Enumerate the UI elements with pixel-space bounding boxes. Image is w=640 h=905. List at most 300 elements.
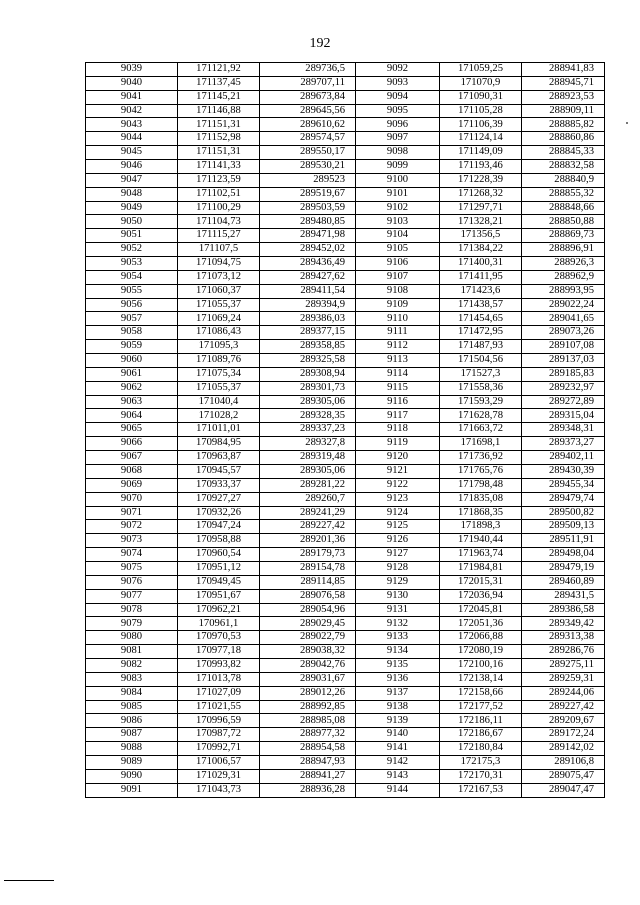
x-coordinate-cell: 171297,71	[440, 201, 522, 215]
point-number-cell: 9089	[86, 755, 178, 769]
point-number-cell: 9137	[356, 686, 440, 700]
x-coordinate-cell: 171835,08	[440, 492, 522, 506]
point-number-cell: 9045	[86, 146, 178, 160]
point-number-cell: 9054	[86, 270, 178, 284]
x-coordinate-cell: 171060,37	[178, 284, 260, 298]
y-coordinate-cell: 288845,33	[522, 146, 605, 160]
y-coordinate-cell: 288869,73	[522, 229, 605, 243]
table-row	[86, 118, 605, 132]
x-coordinate-cell: 171472,95	[440, 326, 522, 340]
point-number-cell: 9128	[356, 561, 440, 575]
y-coordinate-cell: 289325,58	[260, 354, 356, 368]
table-row	[86, 340, 605, 354]
x-coordinate-cell: 172177,52	[440, 700, 522, 714]
y-coordinate-cell: 289411,54	[260, 284, 356, 298]
point-number-cell: 9069	[86, 478, 178, 492]
x-coordinate-cell: 170933,37	[178, 478, 260, 492]
y-coordinate-cell: 289550,17	[260, 146, 356, 160]
y-coordinate-cell: 288848,66	[522, 201, 605, 215]
y-coordinate-cell: 289436,49	[260, 257, 356, 271]
table-row	[86, 686, 605, 700]
point-number-cell: 9142	[356, 755, 440, 769]
y-coordinate-cell: 289509,13	[522, 520, 605, 534]
point-number-cell: 9063	[86, 395, 178, 409]
x-coordinate-cell: 171984,81	[440, 561, 522, 575]
y-coordinate-cell: 289042,76	[260, 658, 356, 672]
x-coordinate-cell: 171104,73	[178, 215, 260, 229]
point-number-cell: 9135	[356, 658, 440, 672]
point-number-cell: 9048	[86, 187, 178, 201]
point-number-cell: 9078	[86, 603, 178, 617]
y-coordinate-cell: 289736,5	[260, 63, 356, 77]
y-coordinate-cell: 289460,89	[522, 575, 605, 589]
y-coordinate-cell: 288947,93	[260, 755, 356, 769]
point-number-cell: 9134	[356, 645, 440, 659]
point-number-cell: 9065	[86, 423, 178, 437]
point-number-cell: 9047	[86, 173, 178, 187]
x-coordinate-cell: 171115,27	[178, 229, 260, 243]
y-coordinate-cell: 288992,85	[260, 700, 356, 714]
table-row	[86, 243, 605, 257]
point-number-cell: 9080	[86, 631, 178, 645]
table-row	[86, 395, 605, 409]
x-coordinate-cell: 170963,87	[178, 451, 260, 465]
x-coordinate-cell: 172036,94	[440, 589, 522, 603]
x-coordinate-cell: 171137,45	[178, 76, 260, 90]
point-number-cell: 9050	[86, 215, 178, 229]
y-coordinate-cell: 289511,91	[522, 534, 605, 548]
point-number-cell: 9046	[86, 160, 178, 174]
x-coordinate-cell: 171963,74	[440, 548, 522, 562]
x-coordinate-cell: 171106,39	[440, 118, 522, 132]
x-coordinate-cell: 171069,24	[178, 312, 260, 326]
point-number-cell: 9101	[356, 187, 440, 201]
point-number-cell: 9044	[86, 132, 178, 146]
y-coordinate-cell: 288941,27	[260, 769, 356, 783]
point-number-cell: 9041	[86, 90, 178, 104]
y-coordinate-cell: 289500,82	[522, 506, 605, 520]
y-coordinate-cell: 289073,26	[522, 326, 605, 340]
y-coordinate-cell: 288896,91	[522, 243, 605, 257]
coordinates-table-body	[86, 63, 605, 798]
x-coordinate-cell: 172158,66	[440, 686, 522, 700]
point-number-cell: 9108	[356, 284, 440, 298]
x-coordinate-cell: 171073,12	[178, 270, 260, 284]
x-coordinate-cell: 171898,3	[440, 520, 522, 534]
table-row	[86, 76, 605, 90]
y-coordinate-cell: 289349,42	[522, 617, 605, 631]
y-coordinate-cell: 288954,58	[260, 742, 356, 756]
y-coordinate-cell: 288985,08	[260, 714, 356, 728]
y-coordinate-cell: 289337,23	[260, 423, 356, 437]
y-coordinate-cell: 288926,3	[522, 257, 605, 271]
table-row	[86, 520, 605, 534]
y-coordinate-cell: 289431,5	[522, 589, 605, 603]
point-number-cell: 9129	[356, 575, 440, 589]
table-row	[86, 201, 605, 215]
x-coordinate-cell: 170951,12	[178, 561, 260, 575]
table-row	[86, 451, 605, 465]
point-number-cell: 9136	[356, 672, 440, 686]
y-coordinate-cell: 289315,04	[522, 409, 605, 423]
x-coordinate-cell: 171141,33	[178, 160, 260, 174]
table-row	[86, 187, 605, 201]
y-coordinate-cell: 289519,67	[260, 187, 356, 201]
table-row	[86, 229, 605, 243]
x-coordinate-cell: 171663,72	[440, 423, 522, 437]
point-number-cell: 9141	[356, 742, 440, 756]
table-row	[86, 160, 605, 174]
point-number-cell: 9058	[86, 326, 178, 340]
point-number-cell: 9103	[356, 215, 440, 229]
y-coordinate-cell: 289075,47	[522, 769, 605, 783]
point-number-cell: 9084	[86, 686, 178, 700]
y-coordinate-cell: 289172,24	[522, 728, 605, 742]
point-number-cell: 9111	[356, 326, 440, 340]
point-number-cell: 9049	[86, 201, 178, 215]
x-coordinate-cell: 171151,31	[178, 146, 260, 160]
x-coordinate-cell: 171102,51	[178, 187, 260, 201]
y-coordinate-cell: 289305,06	[260, 395, 356, 409]
table-row	[86, 589, 605, 603]
point-number-cell: 9091	[86, 783, 178, 797]
y-coordinate-cell: 289260,7	[260, 492, 356, 506]
x-coordinate-cell: 170962,21	[178, 603, 260, 617]
y-coordinate-cell: 289610,62	[260, 118, 356, 132]
point-number-cell: 9072	[86, 520, 178, 534]
x-coordinate-cell: 171268,32	[440, 187, 522, 201]
table-row	[86, 783, 605, 797]
x-coordinate-cell: 170977,18	[178, 645, 260, 659]
y-coordinate-cell: 289673,84	[260, 90, 356, 104]
point-number-cell: 9040	[86, 76, 178, 90]
point-number-cell: 9132	[356, 617, 440, 631]
x-coordinate-cell: 172066,88	[440, 631, 522, 645]
point-number-cell: 9140	[356, 728, 440, 742]
y-coordinate-cell: 289031,67	[260, 672, 356, 686]
x-coordinate-cell: 171400,31	[440, 257, 522, 271]
x-coordinate-cell: 171628,78	[440, 409, 522, 423]
y-coordinate-cell: 289373,27	[522, 437, 605, 451]
y-coordinate-cell: 289308,94	[260, 367, 356, 381]
x-coordinate-cell: 170958,88	[178, 534, 260, 548]
table-row	[86, 354, 605, 368]
x-coordinate-cell: 171193,46	[440, 160, 522, 174]
y-coordinate-cell: 289427,62	[260, 270, 356, 284]
table-row	[86, 284, 605, 298]
point-number-cell: 9043	[86, 118, 178, 132]
point-number-cell: 9107	[356, 270, 440, 284]
y-coordinate-cell: 288832,58	[522, 160, 605, 174]
y-coordinate-cell: 289327,8	[260, 437, 356, 451]
y-coordinate-cell: 289076,58	[260, 589, 356, 603]
point-number-cell: 9085	[86, 700, 178, 714]
x-coordinate-cell: 171100,29	[178, 201, 260, 215]
x-coordinate-cell: 171356,5	[440, 229, 522, 243]
table-row	[86, 728, 605, 742]
table-row	[86, 270, 605, 284]
x-coordinate-cell: 172138,14	[440, 672, 522, 686]
point-number-cell: 9121	[356, 464, 440, 478]
footnote-rule	[4, 880, 54, 881]
y-coordinate-cell: 289574,57	[260, 132, 356, 146]
y-coordinate-cell: 289430,39	[522, 464, 605, 478]
x-coordinate-cell: 171149,09	[440, 146, 522, 160]
table-row	[86, 298, 605, 312]
x-coordinate-cell: 172186,67	[440, 728, 522, 742]
y-coordinate-cell: 289498,04	[522, 548, 605, 562]
y-coordinate-cell: 289402,11	[522, 451, 605, 465]
table-row	[86, 742, 605, 756]
point-number-cell: 9125	[356, 520, 440, 534]
x-coordinate-cell: 172015,31	[440, 575, 522, 589]
x-coordinate-cell: 171593,29	[440, 395, 522, 409]
x-coordinate-cell: 171124,14	[440, 132, 522, 146]
x-coordinate-cell: 172051,36	[440, 617, 522, 631]
point-number-cell: 9059	[86, 340, 178, 354]
y-coordinate-cell: 288855,32	[522, 187, 605, 201]
point-number-cell: 9066	[86, 437, 178, 451]
y-coordinate-cell: 289272,89	[522, 395, 605, 409]
table-row	[86, 381, 605, 395]
x-coordinate-cell: 171798,48	[440, 478, 522, 492]
y-coordinate-cell: 289241,29	[260, 506, 356, 520]
point-number-cell: 9122	[356, 478, 440, 492]
x-coordinate-cell: 170960,54	[178, 548, 260, 562]
y-coordinate-cell: 289107,08	[522, 340, 605, 354]
point-number-cell: 9117	[356, 409, 440, 423]
point-number-cell: 9095	[356, 104, 440, 118]
point-number-cell: 9051	[86, 229, 178, 243]
table-row	[86, 769, 605, 783]
table-row	[86, 506, 605, 520]
point-number-cell: 9057	[86, 312, 178, 326]
x-coordinate-cell: 171123,59	[178, 173, 260, 187]
y-coordinate-cell: 289455,34	[522, 478, 605, 492]
x-coordinate-cell: 171487,93	[440, 340, 522, 354]
x-coordinate-cell: 171438,57	[440, 298, 522, 312]
y-coordinate-cell: 289047,47	[522, 783, 605, 797]
x-coordinate-cell: 171121,92	[178, 63, 260, 77]
x-coordinate-cell: 171152,98	[178, 132, 260, 146]
point-number-cell: 9131	[356, 603, 440, 617]
page-number: 192	[309, 36, 331, 51]
point-number-cell: 9130	[356, 589, 440, 603]
point-number-cell: 9139	[356, 714, 440, 728]
point-number-cell: 9056	[86, 298, 178, 312]
table-row	[86, 409, 605, 423]
point-number-cell: 9081	[86, 645, 178, 659]
point-number-cell: 9086	[86, 714, 178, 728]
y-coordinate-cell: 289480,85	[260, 215, 356, 229]
x-coordinate-cell: 170992,71	[178, 742, 260, 756]
x-coordinate-cell: 172080,19	[440, 645, 522, 659]
x-coordinate-cell: 171059,25	[440, 63, 522, 77]
y-coordinate-cell: 289328,35	[260, 409, 356, 423]
point-number-cell: 9112	[356, 340, 440, 354]
point-number-cell: 9090	[86, 769, 178, 783]
x-coordinate-cell: 171043,73	[178, 783, 260, 797]
y-coordinate-cell: 289275,11	[522, 658, 605, 672]
point-number-cell: 9064	[86, 409, 178, 423]
x-coordinate-cell: 170947,24	[178, 520, 260, 534]
x-coordinate-cell: 171454,65	[440, 312, 522, 326]
point-number-cell: 9133	[356, 631, 440, 645]
point-number-cell: 9100	[356, 173, 440, 187]
y-coordinate-cell: 289114,85	[260, 575, 356, 589]
point-number-cell: 9115	[356, 381, 440, 395]
point-number-cell: 9062	[86, 381, 178, 395]
y-coordinate-cell: 289645,56	[260, 104, 356, 118]
table-row	[86, 492, 605, 506]
y-coordinate-cell: 289029,45	[260, 617, 356, 631]
y-coordinate-cell: 288850,88	[522, 215, 605, 229]
point-number-cell: 9073	[86, 534, 178, 548]
point-number-cell: 9126	[356, 534, 440, 548]
point-number-cell: 9076	[86, 575, 178, 589]
point-number-cell: 9105	[356, 243, 440, 257]
y-coordinate-cell: 289232,97	[522, 381, 605, 395]
y-coordinate-cell: 289154,78	[260, 561, 356, 575]
table-row	[86, 631, 605, 645]
point-number-cell: 9144	[356, 783, 440, 797]
y-coordinate-cell: 289022,79	[260, 631, 356, 645]
table-row	[86, 90, 605, 104]
point-number-cell: 9127	[356, 548, 440, 562]
point-number-cell: 9083	[86, 672, 178, 686]
point-number-cell: 9138	[356, 700, 440, 714]
y-coordinate-cell: 289259,31	[522, 672, 605, 686]
y-coordinate-cell: 289452,02	[260, 243, 356, 257]
x-coordinate-cell: 171006,57	[178, 755, 260, 769]
y-coordinate-cell: 289377,15	[260, 326, 356, 340]
y-coordinate-cell: 288840,9	[522, 173, 605, 187]
y-coordinate-cell: 289185,83	[522, 367, 605, 381]
point-number-cell: 9092	[356, 63, 440, 77]
table-row	[86, 215, 605, 229]
coordinates-table	[85, 62, 605, 798]
x-coordinate-cell: 171028,2	[178, 409, 260, 423]
point-number-cell: 9114	[356, 367, 440, 381]
x-coordinate-cell: 170951,67	[178, 589, 260, 603]
point-number-cell: 9120	[356, 451, 440, 465]
y-coordinate-cell: 289022,24	[522, 298, 605, 312]
x-coordinate-cell: 171698,1	[440, 437, 522, 451]
point-number-cell: 9042	[86, 104, 178, 118]
x-coordinate-cell: 171411,95	[440, 270, 522, 284]
table-row	[86, 534, 605, 548]
y-coordinate-cell: 289530,21	[260, 160, 356, 174]
y-coordinate-cell: 289305,06	[260, 464, 356, 478]
y-coordinate-cell: 289054,96	[260, 603, 356, 617]
x-coordinate-cell: 172045,81	[440, 603, 522, 617]
x-coordinate-cell: 171070,9	[440, 76, 522, 90]
x-coordinate-cell: 170993,82	[178, 658, 260, 672]
x-coordinate-cell: 171027,09	[178, 686, 260, 700]
x-coordinate-cell: 172167,53	[440, 783, 522, 797]
x-coordinate-cell: 171940,44	[440, 534, 522, 548]
y-coordinate-cell: 289301,73	[260, 381, 356, 395]
point-number-cell: 9098	[356, 146, 440, 160]
point-number-cell: 9079	[86, 617, 178, 631]
y-coordinate-cell: 289358,85	[260, 340, 356, 354]
point-number-cell: 9093	[356, 76, 440, 90]
table-row	[86, 63, 605, 77]
y-coordinate-cell: 289523	[260, 173, 356, 187]
point-number-cell: 9097	[356, 132, 440, 146]
x-coordinate-cell: 171021,55	[178, 700, 260, 714]
y-coordinate-cell: 289209,67	[522, 714, 605, 728]
x-coordinate-cell: 171055,37	[178, 298, 260, 312]
y-coordinate-cell: 288993,95	[522, 284, 605, 298]
y-coordinate-cell: 289201,36	[260, 534, 356, 548]
x-coordinate-cell: 171736,92	[440, 451, 522, 465]
x-coordinate-cell: 171527,3	[440, 367, 522, 381]
y-coordinate-cell: 289038,32	[260, 645, 356, 659]
point-number-cell: 9123	[356, 492, 440, 506]
y-coordinate-cell: 288936,28	[260, 783, 356, 797]
y-coordinate-cell: 289479,74	[522, 492, 605, 506]
x-coordinate-cell: 172100,16	[440, 658, 522, 672]
x-coordinate-cell: 170945,57	[178, 464, 260, 478]
table-row	[86, 575, 605, 589]
x-coordinate-cell: 171055,37	[178, 381, 260, 395]
point-number-cell: 9067	[86, 451, 178, 465]
x-coordinate-cell: 171558,36	[440, 381, 522, 395]
table-row	[86, 464, 605, 478]
x-coordinate-cell: 171228,39	[440, 173, 522, 187]
table-row	[86, 173, 605, 187]
table-row	[86, 367, 605, 381]
point-number-cell: 9068	[86, 464, 178, 478]
y-coordinate-cell: 288945,71	[522, 76, 605, 90]
point-number-cell: 9118	[356, 423, 440, 437]
table-row	[86, 714, 605, 728]
x-coordinate-cell: 170932,26	[178, 506, 260, 520]
table-row	[86, 312, 605, 326]
x-coordinate-cell: 171090,31	[440, 90, 522, 104]
table-row	[86, 658, 605, 672]
point-number-cell: 9119	[356, 437, 440, 451]
x-coordinate-cell: 172175,3	[440, 755, 522, 769]
x-coordinate-cell: 171328,21	[440, 215, 522, 229]
x-coordinate-cell: 171423,6	[440, 284, 522, 298]
table-row	[86, 257, 605, 271]
x-coordinate-cell: 172170,31	[440, 769, 522, 783]
x-coordinate-cell: 170984,95	[178, 437, 260, 451]
point-number-cell: 9099	[356, 160, 440, 174]
y-coordinate-cell: 289227,42	[522, 700, 605, 714]
y-coordinate-cell: 289286,76	[522, 645, 605, 659]
x-coordinate-cell: 171075,34	[178, 367, 260, 381]
point-number-cell: 9116	[356, 395, 440, 409]
table-row	[86, 146, 605, 160]
point-number-cell: 9071	[86, 506, 178, 520]
point-number-cell: 9074	[86, 548, 178, 562]
y-coordinate-cell: 289244,06	[522, 686, 605, 700]
x-coordinate-cell: 172180,84	[440, 742, 522, 756]
table-row	[86, 561, 605, 575]
table-row	[86, 478, 605, 492]
y-coordinate-cell: 289386,58	[522, 603, 605, 617]
y-coordinate-cell: 289041,65	[522, 312, 605, 326]
point-number-cell: 9039	[86, 63, 178, 77]
y-coordinate-cell: 288977,32	[260, 728, 356, 742]
y-coordinate-cell: 288962,9	[522, 270, 605, 284]
y-coordinate-cell: 288909,11	[522, 104, 605, 118]
point-number-cell: 9110	[356, 312, 440, 326]
x-coordinate-cell: 170961,1	[178, 617, 260, 631]
